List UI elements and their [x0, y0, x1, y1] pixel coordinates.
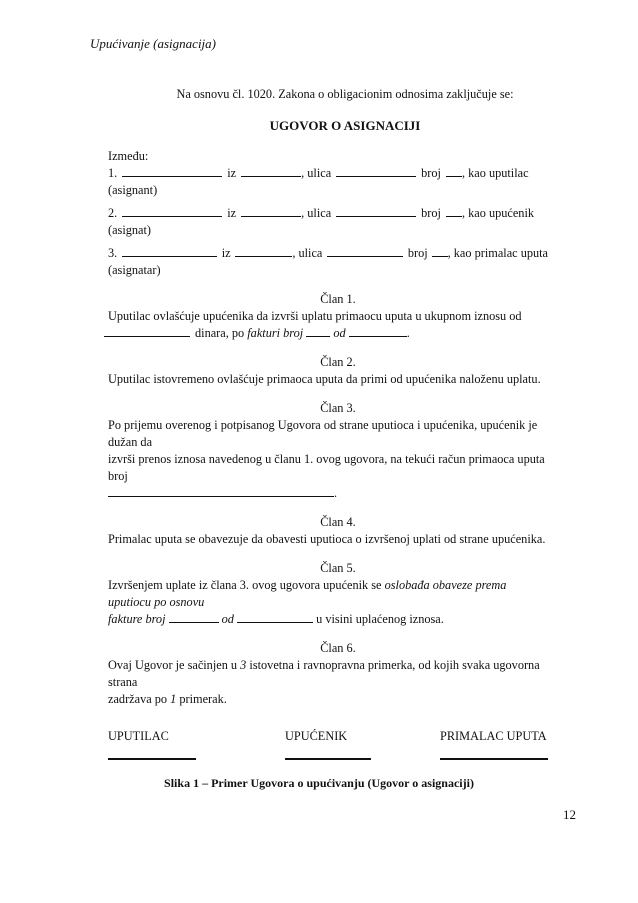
number-word: broj	[407, 246, 428, 260]
signature-block	[108, 728, 548, 760]
article-text-part: Izvršenjem uplate iz člana 3. ovog ugovora upućenik se	[108, 578, 382, 592]
invoice-blank	[306, 325, 330, 337]
figure-caption: Slika 1 – Primer Ugovora o upućivanju (Ugovor o asignaciji)	[164, 776, 474, 790]
city-blank	[241, 165, 301, 177]
party-row	[108, 205, 548, 222]
street-blank	[327, 245, 403, 257]
article-heading: Član 5.	[320, 561, 356, 575]
article-text	[104, 325, 548, 342]
signature-uputilac	[108, 728, 196, 760]
article-text	[108, 657, 548, 691]
party-role: , kao uputilac	[461, 166, 529, 180]
contract-title: UGOVOR O ASIGNACIJI	[269, 118, 421, 133]
party-role: , kao primalac uputa	[447, 246, 549, 260]
account-line	[108, 485, 548, 502]
signature-line	[285, 757, 371, 760]
copies-count: 1	[170, 692, 177, 706]
invoice-no-text: fakture broj	[108, 612, 166, 626]
party-row	[108, 245, 548, 262]
date-blank	[349, 325, 407, 337]
street-word: , ulica	[301, 206, 332, 220]
period: .	[334, 486, 338, 500]
street-blank	[336, 205, 416, 217]
party-latin-role: (asignant)	[108, 183, 158, 197]
date-word: od	[333, 326, 346, 340]
number-blank	[432, 245, 447, 257]
article-text: izvrši prenos iznosa navedenog u članu 1. ovog ugovora, na tekući račun primaoca uputa broj	[108, 452, 545, 483]
name-blank	[122, 165, 222, 177]
article-heading: Član 1.	[320, 292, 356, 306]
from-word: iz	[227, 166, 237, 180]
city-blank	[241, 205, 301, 217]
article-text-part: u visini uplaćenog iznosa.	[316, 612, 444, 626]
party-latin-role: (asignatar)	[108, 263, 161, 277]
street-word: , ulica	[292, 246, 323, 260]
article-text-part: zadržava po	[108, 692, 168, 706]
signature-label: PRIMALAC UPUTA	[440, 729, 547, 743]
contract-intro: Na osnovu čl. 1020. Zakona o obligacionim odnosima zaključuje se:	[176, 87, 514, 101]
signature-label: UPUTILAC	[108, 729, 169, 743]
number-word: broj	[421, 206, 441, 220]
article-text-part: istovetna i ravnopravna primerka, od kojih svaka ugovorna strana	[108, 658, 540, 689]
article-heading: Član 4.	[320, 515, 356, 529]
period: .	[406, 326, 410, 340]
signature-label: UPUĆENIK	[285, 729, 348, 743]
party-latin-role: (asignat)	[108, 223, 152, 237]
between-label: Između:	[108, 149, 149, 163]
signature-upucenik	[285, 728, 371, 760]
party-number: 3.	[108, 246, 118, 260]
invoice-no-text: fakturi broj	[247, 326, 304, 340]
date-blank	[237, 611, 313, 623]
dinara-text: dinara, po	[195, 326, 245, 340]
article-heading: Član 3.	[320, 401, 356, 415]
date-word: od	[221, 612, 234, 626]
party-role: , kao upućenik	[461, 206, 535, 220]
article-text-italic: oslobađa obaveze prema uputiocu po osnovu	[108, 578, 507, 609]
from-word: iz	[221, 246, 231, 260]
article-text: Po prijemu overenog i potpisanog Ugovora od strane uputioca i upućenika, upućenik je dužan da	[108, 418, 538, 449]
name-blank	[122, 205, 222, 217]
article-heading: Član 6.	[320, 641, 356, 655]
page-number: 12	[563, 807, 576, 822]
party-row	[108, 165, 548, 182]
city-blank	[235, 245, 292, 257]
article-text: Uputilac istovremeno ovlašćuje primaoca uputa da primi od upućenika naloženu uplatu.	[108, 372, 541, 386]
street-word: , ulica	[301, 166, 332, 180]
signature-line	[440, 757, 548, 760]
article-text-part: Ovaj Ugovor je sačinjen u	[108, 658, 238, 672]
signature-line	[108, 757, 196, 760]
article-text	[108, 611, 548, 628]
account-blank	[108, 485, 334, 497]
running-header: Upućivanje (asignacija)	[90, 36, 216, 51]
article-text	[108, 577, 548, 611]
number-blank	[446, 165, 462, 177]
signature-primalac	[440, 728, 548, 760]
from-word: iz	[227, 206, 237, 220]
number-word: broj	[421, 166, 441, 180]
article-text-part: primerak.	[179, 692, 227, 706]
number-blank	[446, 205, 462, 217]
article-text: Primalac uputa se obavezuje da obavesti uputioca o izvršenoj uplati od strane upućenika.	[108, 532, 546, 546]
party-number: 2.	[108, 206, 118, 220]
party-number: 1.	[108, 166, 118, 180]
name-blank	[122, 245, 217, 257]
article-text: Uputilac ovlašćuje upućenika da izvrši uplatu primaocu uputa u ukupnom iznosu od	[108, 309, 522, 323]
article-heading: Član 2.	[320, 355, 356, 369]
article-text	[108, 691, 548, 708]
amount-blank	[104, 325, 190, 337]
invoice-blank	[169, 611, 219, 623]
contract-figure	[108, 86, 548, 760]
copies-count: 3	[240, 658, 247, 672]
street-blank	[336, 165, 416, 177]
